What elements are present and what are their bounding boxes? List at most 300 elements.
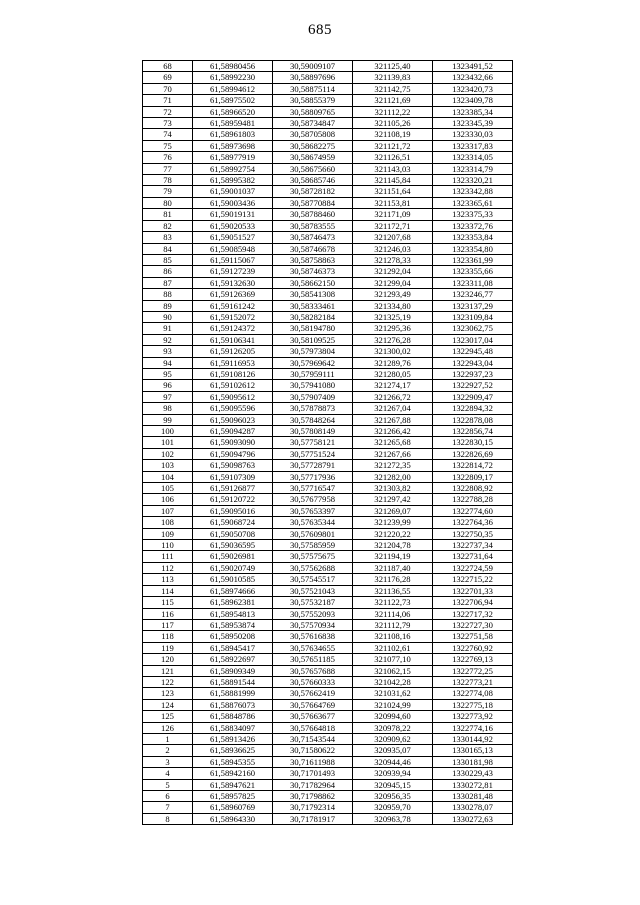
latitude-cell: 61,59068724 [193,517,273,528]
y-coordinate-cell: 1330165,13 [433,745,513,756]
latitude-cell: 61,58945417 [193,642,273,653]
x-coordinate-cell: 320959,70 [353,802,433,813]
longitude-cell: 30,57653397 [273,505,353,516]
table-row [143,642,513,653]
longitude-cell: 30,71701493 [273,768,353,779]
latitude-cell: 61,59126369 [193,289,273,300]
table-row [143,802,513,813]
x-coordinate-cell: 321267,66 [353,448,433,459]
x-coordinate-cell: 321121,69 [353,95,433,106]
latitude-cell: 61,59094796 [193,448,273,459]
point-number-cell: 5 [143,779,193,790]
latitude-cell: 61,59019131 [193,209,273,220]
table-row [143,437,513,448]
point-number-cell: 80 [143,197,193,208]
x-coordinate-cell: 321151,64 [353,186,433,197]
longitude-cell: 30,58333461 [273,300,353,311]
longitude-cell: 30,58897696 [273,72,353,83]
table-row [143,448,513,459]
table-row [143,813,513,824]
x-coordinate-cell: 320956,35 [353,791,433,802]
table-row [143,289,513,300]
longitude-cell: 30,57562688 [273,562,353,573]
y-coordinate-cell: 1322701,33 [433,585,513,596]
x-coordinate-cell: 321112,22 [353,106,433,117]
x-coordinate-cell: 321292,04 [353,266,433,277]
point-number-cell: 83 [143,232,193,243]
point-number-cell: 112 [143,562,193,573]
table-row [143,460,513,471]
page-number: 685 [308,22,332,38]
point-number-cell: 124 [143,699,193,710]
y-coordinate-cell: 1322830,15 [433,437,513,448]
y-coordinate-cell: 1323353,84 [433,232,513,243]
table-row [143,619,513,630]
point-number-cell: 86 [143,266,193,277]
x-coordinate-cell: 321297,42 [353,494,433,505]
y-coordinate-cell: 1322909,47 [433,391,513,402]
point-number-cell: 91 [143,323,193,334]
table-row [143,756,513,767]
x-coordinate-cell: 321108,19 [353,129,433,140]
table-row [143,562,513,573]
table-row [143,654,513,665]
longitude-cell: 30,71543544 [273,733,353,744]
point-number-cell: 92 [143,334,193,345]
table-row [143,711,513,722]
latitude-cell: 61,58962381 [193,597,273,608]
table-row [143,72,513,83]
x-coordinate-cell: 321239,99 [353,517,433,528]
x-coordinate-cell: 321303,82 [353,483,433,494]
longitude-cell: 30,58705808 [273,129,353,140]
x-coordinate-cell: 321266,72 [353,391,433,402]
point-number-cell: 117 [143,619,193,630]
longitude-cell: 30,57657688 [273,665,353,676]
x-coordinate-cell: 321121,72 [353,140,433,151]
latitude-cell: 61,58848786 [193,711,273,722]
latitude-cell: 61,59098763 [193,460,273,471]
table-row [143,391,513,402]
x-coordinate-cell: 320978,22 [353,722,433,733]
x-coordinate-cell: 321139,83 [353,72,433,83]
table-row [143,323,513,334]
longitude-cell: 30,57552093 [273,608,353,619]
point-number-cell: 71 [143,95,193,106]
table-row [143,597,513,608]
point-number-cell: 4 [143,768,193,779]
point-number-cell: 84 [143,243,193,254]
point-number-cell: 109 [143,528,193,539]
point-number-cell: 1 [143,733,193,744]
table-row [143,209,513,220]
latitude-cell: 61,59020749 [193,562,273,573]
table-row [143,357,513,368]
table-row [143,175,513,186]
y-coordinate-cell: 1323017,04 [433,334,513,345]
x-coordinate-cell: 320944,46 [353,756,433,767]
latitude-cell: 61,58945355 [193,756,273,767]
latitude-cell: 61,58881999 [193,688,273,699]
point-number-cell: 120 [143,654,193,665]
y-coordinate-cell: 1330272,81 [433,779,513,790]
longitude-cell: 30,58674959 [273,152,353,163]
longitude-cell: 30,58758863 [273,254,353,265]
longitude-cell: 30,57848264 [273,414,353,425]
longitude-cell: 30,58746473 [273,232,353,243]
y-coordinate-cell: 1322724,59 [433,562,513,573]
longitude-cell: 30,58194780 [273,323,353,334]
coordinates-table-body [143,61,513,825]
point-number-cell: 98 [143,403,193,414]
latitude-cell: 61,59096023 [193,414,273,425]
point-number-cell: 78 [143,175,193,186]
x-coordinate-cell: 321136,55 [353,585,433,596]
longitude-cell: 30,57808149 [273,426,353,437]
y-coordinate-cell: 1323372,76 [433,220,513,231]
x-coordinate-cell: 321278,33 [353,254,433,265]
latitude-cell: 61,59050708 [193,528,273,539]
x-coordinate-cell: 321112,79 [353,619,433,630]
x-coordinate-cell: 321293,49 [353,289,433,300]
longitude-cell: 30,71782964 [273,779,353,790]
table-row [143,745,513,756]
y-coordinate-cell: 1323355,66 [433,266,513,277]
x-coordinate-cell: 321062,15 [353,665,433,676]
longitude-cell: 30,58728182 [273,186,353,197]
point-number-cell: 113 [143,574,193,585]
latitude-cell: 61,58974666 [193,585,273,596]
x-coordinate-cell: 321125,40 [353,61,433,72]
y-coordinate-cell: 1323314,79 [433,163,513,174]
longitude-cell: 30,57717936 [273,471,353,482]
point-number-cell: 111 [143,551,193,562]
point-number-cell: 97 [143,391,193,402]
latitude-cell: 61,58942160 [193,768,273,779]
y-coordinate-cell: 1322773,92 [433,711,513,722]
table-row [143,631,513,642]
y-coordinate-cell: 1323330,03 [433,129,513,140]
longitude-cell: 30,58282184 [273,311,353,322]
latitude-cell: 61,59095612 [193,391,273,402]
latitude-cell: 61,59003436 [193,197,273,208]
x-coordinate-cell: 321334,80 [353,300,433,311]
x-coordinate-cell: 321143,03 [353,163,433,174]
longitude-cell: 30,58809765 [273,106,353,117]
y-coordinate-cell: 1322760,92 [433,642,513,653]
x-coordinate-cell: 321267,04 [353,403,433,414]
table-row [143,163,513,174]
table-row [143,140,513,151]
x-coordinate-cell: 321267,88 [353,414,433,425]
y-coordinate-cell: 1322774,60 [433,505,513,516]
coordinates-table [142,60,513,825]
x-coordinate-cell: 321153,81 [353,197,433,208]
y-coordinate-cell: 1322727,30 [433,619,513,630]
y-coordinate-cell: 1323062,75 [433,323,513,334]
point-number-cell: 68 [143,61,193,72]
table-row [143,505,513,516]
point-number-cell: 82 [143,220,193,231]
x-coordinate-cell: 321274,17 [353,380,433,391]
x-coordinate-cell: 321142,75 [353,83,433,94]
y-coordinate-cell: 1322826,69 [433,448,513,459]
longitude-cell: 30,57969642 [273,357,353,368]
latitude-cell: 61,58947621 [193,779,273,790]
longitude-cell: 30,58855379 [273,95,353,106]
latitude-cell: 61,59161242 [193,300,273,311]
point-number-cell: 75 [143,140,193,151]
y-coordinate-cell: 1322715,22 [433,574,513,585]
y-coordinate-cell: 1322737,34 [433,540,513,551]
longitude-cell: 30,58746678 [273,243,353,254]
y-coordinate-cell: 1330229,43 [433,768,513,779]
point-number-cell: 123 [143,688,193,699]
longitude-cell: 30,57651185 [273,654,353,665]
x-coordinate-cell: 320909,62 [353,733,433,744]
x-coordinate-cell: 321031,62 [353,688,433,699]
latitude-cell: 61,58994612 [193,83,273,94]
point-number-cell: 114 [143,585,193,596]
table-row [143,368,513,379]
latitude-cell: 61,59107309 [193,471,273,482]
x-coordinate-cell: 321269,07 [353,505,433,516]
x-coordinate-cell: 321280,05 [353,368,433,379]
longitude-cell: 30,57973804 [273,346,353,357]
longitude-cell: 30,71792314 [273,802,353,813]
latitude-cell: 61,59126205 [193,346,273,357]
point-number-cell: 2 [143,745,193,756]
y-coordinate-cell: 1322774,16 [433,722,513,733]
table-row [143,768,513,779]
longitude-cell: 30,71611988 [273,756,353,767]
longitude-cell: 30,57660333 [273,676,353,687]
longitude-cell: 30,58875114 [273,83,353,94]
longitude-cell: 30,57662419 [273,688,353,699]
table-row [143,494,513,505]
table-row [143,152,513,163]
point-number-cell: 100 [143,426,193,437]
latitude-cell: 61,59116953 [193,357,273,368]
point-number-cell: 90 [143,311,193,322]
point-number-cell: 87 [143,277,193,288]
longitude-cell: 30,57570934 [273,619,353,630]
latitude-cell: 61,59036595 [193,540,273,551]
table-row [143,129,513,140]
latitude-cell: 61,58992754 [193,163,273,174]
table-row [143,733,513,744]
y-coordinate-cell: 1323314,05 [433,152,513,163]
latitude-cell: 61,58975502 [193,95,273,106]
longitude-cell: 30,58746373 [273,266,353,277]
table-row [143,334,513,345]
y-coordinate-cell: 1323109,84 [433,311,513,322]
longitude-cell: 30,57959111 [273,368,353,379]
table-row [143,95,513,106]
longitude-cell: 30,71580622 [273,745,353,756]
point-number-cell: 102 [143,448,193,459]
x-coordinate-cell: 320935,07 [353,745,433,756]
latitude-cell: 61,58953874 [193,619,273,630]
latitude-cell: 61,59094287 [193,426,273,437]
y-coordinate-cell: 1330181,98 [433,756,513,767]
longitude-cell: 30,58662150 [273,277,353,288]
point-number-cell: 8 [143,813,193,824]
longitude-cell: 30,57728791 [273,460,353,471]
table-row [143,266,513,277]
table-row [143,540,513,551]
table-row [143,574,513,585]
latitude-cell: 61,58977919 [193,152,273,163]
y-coordinate-cell: 1323342,88 [433,186,513,197]
table-row [143,608,513,619]
y-coordinate-cell: 1322943,04 [433,357,513,368]
latitude-cell: 61,59001037 [193,186,273,197]
y-coordinate-cell: 1323137,29 [433,300,513,311]
y-coordinate-cell: 1322717,32 [433,608,513,619]
longitude-cell: 30,57609801 [273,528,353,539]
point-number-cell: 126 [143,722,193,733]
longitude-cell: 30,71798862 [273,791,353,802]
x-coordinate-cell: 321220,22 [353,528,433,539]
y-coordinate-cell: 1323432,66 [433,72,513,83]
table-row [143,277,513,288]
x-coordinate-cell: 321102,61 [353,642,433,653]
y-coordinate-cell: 1323375,33 [433,209,513,220]
table-row [143,186,513,197]
y-coordinate-cell: 1322764,36 [433,517,513,528]
point-number-cell: 122 [143,676,193,687]
x-coordinate-cell: 321105,26 [353,118,433,129]
latitude-cell: 61,59020533 [193,220,273,231]
y-coordinate-cell: 1322894,32 [433,403,513,414]
point-number-cell: 96 [143,380,193,391]
table-row [143,779,513,790]
y-coordinate-cell: 1322937,23 [433,368,513,379]
longitude-cell: 30,57585959 [273,540,353,551]
x-coordinate-cell: 321204,78 [353,540,433,551]
longitude-cell: 30,59009107 [273,61,353,72]
latitude-cell: 61,59026981 [193,551,273,562]
y-coordinate-cell: 1323385,34 [433,106,513,117]
point-number-cell: 85 [143,254,193,265]
longitude-cell: 30,57716547 [273,483,353,494]
table-row [143,232,513,243]
y-coordinate-cell: 1330144,92 [433,733,513,744]
table-row [143,528,513,539]
x-coordinate-cell: 321122,73 [353,597,433,608]
longitude-cell: 30,71781917 [273,813,353,824]
table-row [143,722,513,733]
x-coordinate-cell: 320939,94 [353,768,433,779]
latitude-cell: 61,58959481 [193,118,273,129]
point-number-cell: 121 [143,665,193,676]
point-number-cell: 93 [143,346,193,357]
point-number-cell: 81 [143,209,193,220]
longitude-cell: 30,57575675 [273,551,353,562]
latitude-cell: 61,59126877 [193,483,273,494]
latitude-cell: 61,59108126 [193,368,273,379]
latitude-cell: 61,58960769 [193,802,273,813]
longitude-cell: 30,57616838 [273,631,353,642]
table-row [143,254,513,265]
x-coordinate-cell: 321024,99 [353,699,433,710]
y-coordinate-cell: 1322751,58 [433,631,513,642]
latitude-cell: 61,59093090 [193,437,273,448]
latitude-cell: 61,59152072 [193,311,273,322]
x-coordinate-cell: 321266,42 [353,426,433,437]
latitude-cell: 61,59120722 [193,494,273,505]
latitude-cell: 61,59132630 [193,277,273,288]
point-number-cell: 110 [143,540,193,551]
point-number-cell: 73 [143,118,193,129]
latitude-cell: 61,58992230 [193,72,273,83]
point-number-cell: 115 [143,597,193,608]
point-number-cell: 103 [143,460,193,471]
longitude-cell: 30,57751524 [273,448,353,459]
x-coordinate-cell: 321289,76 [353,357,433,368]
point-number-cell: 119 [143,642,193,653]
table-row [143,517,513,528]
longitude-cell: 30,58109525 [273,334,353,345]
x-coordinate-cell: 321145,84 [353,175,433,186]
longitude-cell: 30,58783555 [273,220,353,231]
x-coordinate-cell: 321300,02 [353,346,433,357]
table-row [143,483,513,494]
x-coordinate-cell: 321194,19 [353,551,433,562]
longitude-cell: 30,57545517 [273,574,353,585]
longitude-cell: 30,57941080 [273,380,353,391]
latitude-cell: 61,59106341 [193,334,273,345]
longitude-cell: 30,58675660 [273,163,353,174]
point-number-cell: 3 [143,756,193,767]
longitude-cell: 30,57907409 [273,391,353,402]
latitude-cell: 61,59010585 [193,574,273,585]
latitude-cell: 61,58936625 [193,745,273,756]
table-row [143,403,513,414]
y-coordinate-cell: 1323409,78 [433,95,513,106]
latitude-cell: 61,59115067 [193,254,273,265]
table-row [143,551,513,562]
longitude-cell: 30,58541308 [273,289,353,300]
latitude-cell: 61,58909349 [193,665,273,676]
x-coordinate-cell: 321172,71 [353,220,433,231]
point-number-cell: 88 [143,289,193,300]
point-number-cell: 125 [143,711,193,722]
y-coordinate-cell: 1322856,74 [433,426,513,437]
point-number-cell: 105 [143,483,193,494]
point-number-cell: 118 [143,631,193,642]
longitude-cell: 30,57664818 [273,722,353,733]
latitude-cell: 61,59124372 [193,323,273,334]
point-number-cell: 77 [143,163,193,174]
latitude-cell: 61,59095596 [193,403,273,414]
x-coordinate-cell: 321276,28 [353,334,433,345]
point-number-cell: 107 [143,505,193,516]
y-coordinate-cell: 1322772,25 [433,665,513,676]
x-coordinate-cell: 321171,09 [353,209,433,220]
table-row [143,665,513,676]
point-number-cell: 94 [143,357,193,368]
table-row [143,791,513,802]
x-coordinate-cell: 320945,15 [353,779,433,790]
table-row [143,311,513,322]
y-coordinate-cell: 1322878,08 [433,414,513,425]
table-row [143,197,513,208]
x-coordinate-cell: 321299,04 [353,277,433,288]
table-row [143,585,513,596]
point-number-cell: 108 [143,517,193,528]
